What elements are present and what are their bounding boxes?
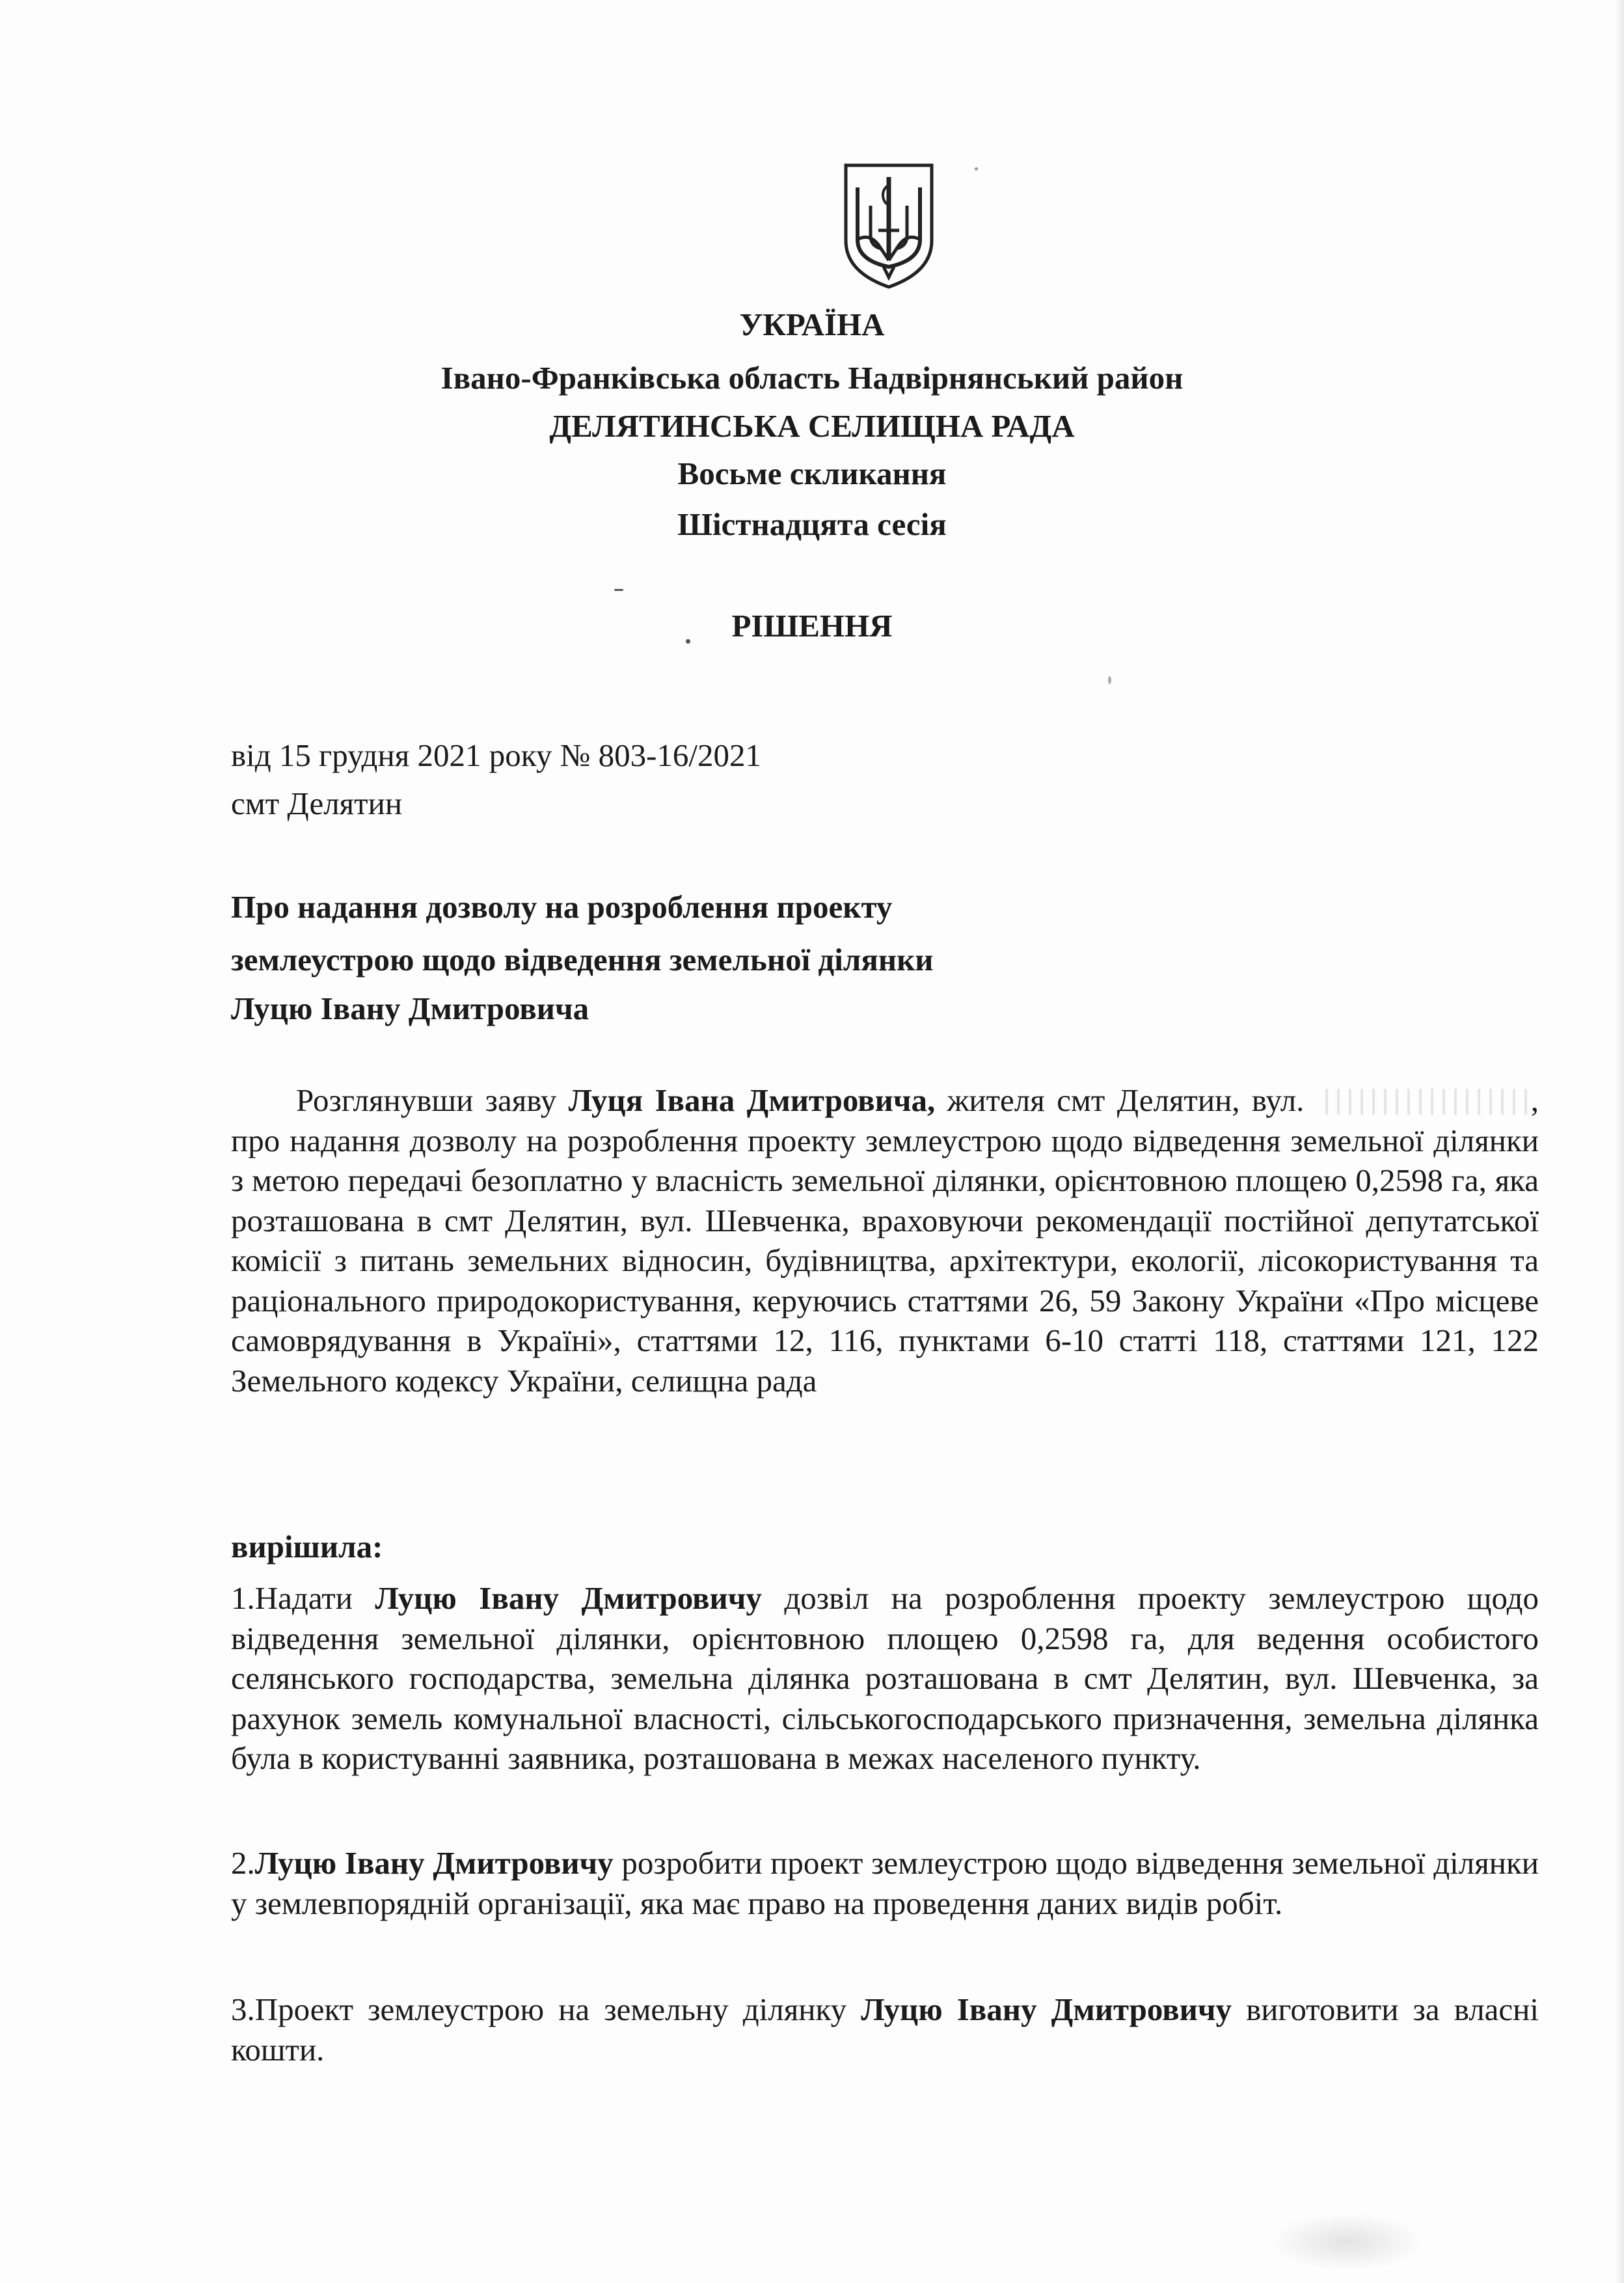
scan-edge-shadow — [1615, 0, 1624, 2283]
resolved-heading: вирішила: — [231, 1529, 383, 1565]
item-1-text: дозвіл на розроблення проекту землеустрою щодо відведення земельної ділянки, орієнтовною площею 0,2598 га, для ведення особистого селянського господарства, земельна ділянка розташована в смт Делятин, вул. Шевченка, за рахунок земель комунальної власності, сільськогосподарського призначення, земельна ділянка була в користуванні заявника, розташована в межах населеного пункту. — [231, 1580, 1539, 1776]
preamble-paragraph — [231, 1080, 1539, 1401]
preamble-text-rest: , про надання дозволу на розроблення проекту землеустрою щодо відведення земельної ділянки з метою передачі безоплатно у власність земельної ділянки, орієнтовною площею 0,2598 га, яка розташована в смт Делятин, вул. Шевченка, враховуючи рекомендації постійної депутатської комісії з питань земельних відносин, будівництва, архітектури, екології, лісокористування та раціонального природокористування, керуючись статтями 26, 59 Закону України «Про місцеве самоврядування в Україні», статтями 12, 116, пунктами 6-10 статті 118, статтями 121, 122 Земельного кодексу України, селищна рада — [231, 1082, 1539, 1399]
subject-line-3: Луцю Івану Дмитровича — [231, 991, 589, 1026]
scan-speck — [614, 589, 623, 591]
scan-smudge — [1269, 2213, 1425, 2271]
scan-speck — [686, 639, 690, 644]
preamble-text-address: жителя смт Делятин, вул. — [935, 1082, 1316, 1118]
preamble-text-start: Розглянувши заяву — [296, 1082, 569, 1118]
scan-speck — [975, 167, 978, 171]
convocation-heading: Восьме скликання — [677, 456, 947, 491]
council-heading: ДЕЛЯТИНСЬКА СЕЛИЩНА РАДА — [549, 408, 1075, 444]
item-3-text: виготовити за власні кошти. — [231, 1991, 1539, 2068]
applicant-name: Луця Івана Дмитровича, — [568, 1082, 936, 1118]
item-2-name: Луцю Івану Дмитровичу — [254, 1845, 614, 1881]
scan-speck — [1108, 676, 1111, 684]
item-2-text: розробити проект землеустрою щодо відведення земельної ділянки у землевпорядній організації, яка має право на проведення даних видів робіт. — [231, 1845, 1539, 1921]
item-1-prefix: 1.Надати — [231, 1580, 375, 1616]
decision-title: РІШЕННЯ — [731, 608, 893, 644]
decision-place: смт Делятин — [231, 786, 403, 821]
item-1-name: Луцю Івану Дмитровичу — [375, 1580, 762, 1616]
subject-line-2: землеустрою щодо відведення земельної ділянки — [231, 942, 934, 977]
region-heading: Івано-Франківська область Надвірнянський район — [440, 360, 1184, 396]
redacted-street — [1316, 1089, 1531, 1115]
decision-item-2 — [231, 1843, 1539, 1923]
country-heading: УКРАЇНА — [739, 307, 885, 342]
session-heading: Шістнадцята сесія — [677, 506, 947, 542]
item-2-prefix: 2. — [231, 1845, 255, 1881]
trident-coat-of-arms-icon — [843, 163, 934, 290]
subject-line-1: Про надання дозволу на розроблення проекту — [231, 889, 893, 925]
decision-item-1 — [231, 1578, 1539, 1779]
decision-date-number: від 15 грудня 2021 року № 803-16/2021 — [231, 737, 762, 773]
item-3-prefix: 3.Проект землеустрою на земельну ділянку — [231, 1991, 861, 2027]
item-3-name: Луцю Івану Дмитровичу — [861, 1991, 1232, 2027]
decision-item-3 — [231, 1989, 1539, 2070]
